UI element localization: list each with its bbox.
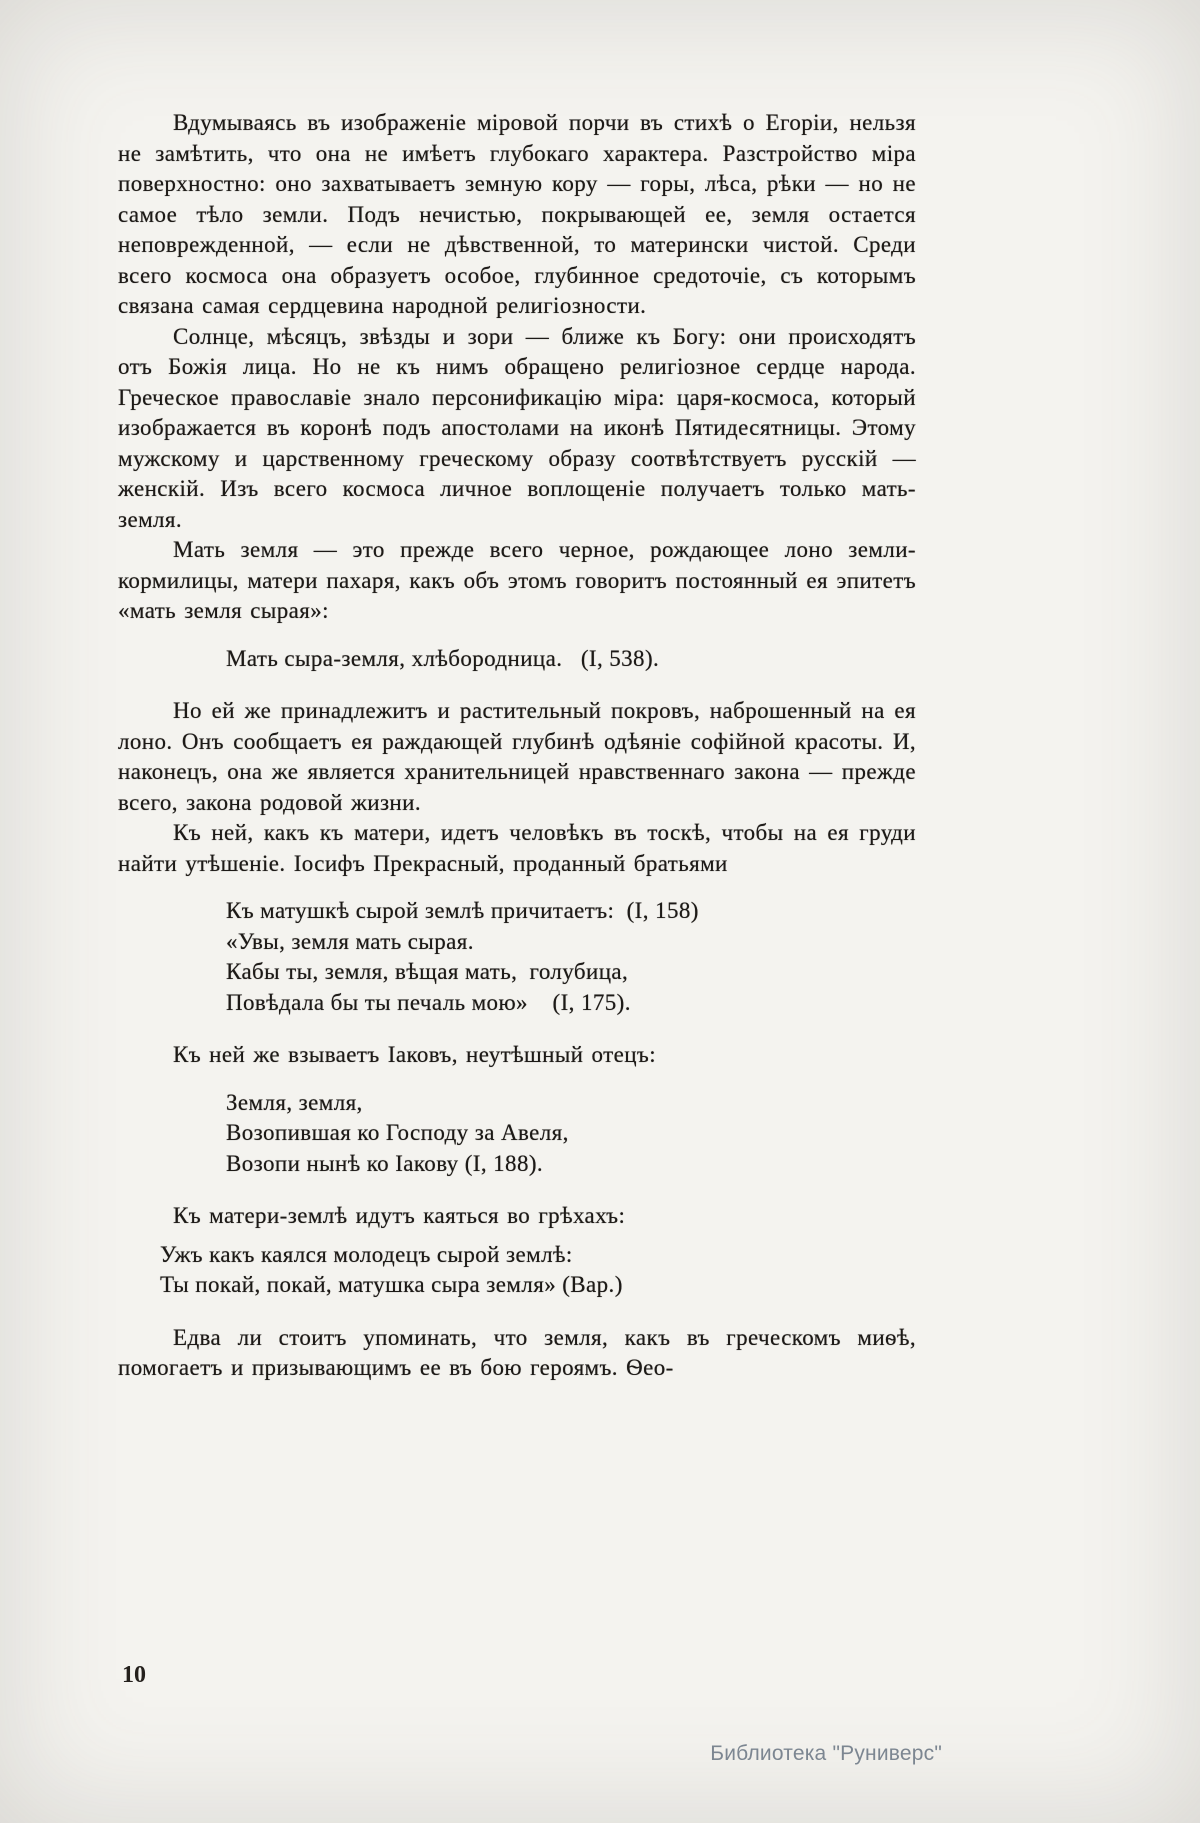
verse-block (226, 896, 916, 1018)
verse-line: Ужъ какъ каялся молодецъ сырой землѣ: (160, 1241, 573, 1267)
paragraph: Но ей же принадлежитъ и растительный покровъ, наброшенный на ея лоно. Онъ сообщаетъ ея раждающей глубинѣ одѣяніе софійной красоты. И, наконецъ, она же является хранительницей нравственнаго закона — прежде всего, закона родовой жизни. (118, 698, 916, 815)
verse-line: Земля, земля, (226, 1089, 363, 1115)
paragraph: Мать земля — это прежде всего черное, рождающее лоно земли-кормилицы, матери пахаря, какъ объ этомъ говоритъ постоянный ея эпитетъ «мать земля сырая»: (118, 537, 916, 623)
paragraph: Къ матери-землѣ идутъ каяться во грѣхахъ: (173, 1203, 626, 1228)
paragraph: Солнце, мѣсяцъ, звѣзды и зори — ближе къ Богу: они происходятъ отъ Божія лица. Но не къ нимъ обращено религіозное сердце народа. Греческое православіе знало персонификацію міра: царя-космоса, который изображается въ коронѣ подъ апостолами на иконѣ Пятидесятницы. Этому мужскому и царственному греческому образу соотвѣтствуетъ русскій — женскій. Изъ всего космоса личное воплощеніе получаетъ только мать-земля. (118, 323, 916, 532)
verse-line: Ты покай, покай, матушка сыра земля» (Вар.) (160, 1272, 623, 1297)
page-text (118, 108, 916, 1384)
watermark: Библиотека "Руниверс" (710, 1742, 942, 1765)
paragraph: Къ ней, какъ къ матери, идетъ человѣкъ въ тоскѣ, чтобы на ея груди найти утѣшеніе. Іосифъ Прекрасный, проданный братьями (118, 820, 916, 876)
verse-block (226, 1088, 916, 1180)
paragraph: Вдумываясь въ изображеніе міровой порчи въ стихѣ о Егоріи, нельзя не замѣтить, что она не имѣетъ глубокаго характера. Разстройство міра поверхностно: оно захватываетъ земную кору — горы, лѣса, рѣки — но не самое тѣло земли. Подъ нечистью, покрывающей ее, земля остается неповрежденной, — если не дѣвственной, то матерински чистой. Среди всего космоса она образуетъ особое, глубинное средоточіе, съ которымъ связана самая сердцевина народной религіозности. (118, 110, 916, 318)
verse-line: «Увы, земля мать сырая. (226, 928, 474, 954)
verse-line: Мать сыра-земля, хлѣбородница. (I, 538). (226, 645, 660, 671)
verse-block (160, 1240, 916, 1301)
paragraph: Едва ли стоитъ упоминать, что земля, какъ въ греческомъ миѳѣ, помогаетъ и призывающимъ ее въ бою героямъ. Ѳео- (118, 1324, 916, 1380)
verse-line: Повѣдала бы ты печаль мою» (I, 175). (226, 989, 631, 1015)
verse-line: Къ матушкѣ сырой землѣ причитаетъ: (I, 158) (226, 898, 699, 923)
verse-block (226, 644, 916, 675)
paragraph: Къ ней же взываетъ Іаковъ, неутѣшный отецъ: (173, 1042, 656, 1067)
verse-line: Возопившая ко Господу за Авеля, (226, 1120, 569, 1145)
verse-line: Кабы ты, земля, вѣщая мать, голубица, (226, 959, 629, 984)
page-number: 10 (122, 1662, 146, 1688)
verse-line: Возопи нынѣ ко Іакову (I, 188). (226, 1150, 544, 1176)
